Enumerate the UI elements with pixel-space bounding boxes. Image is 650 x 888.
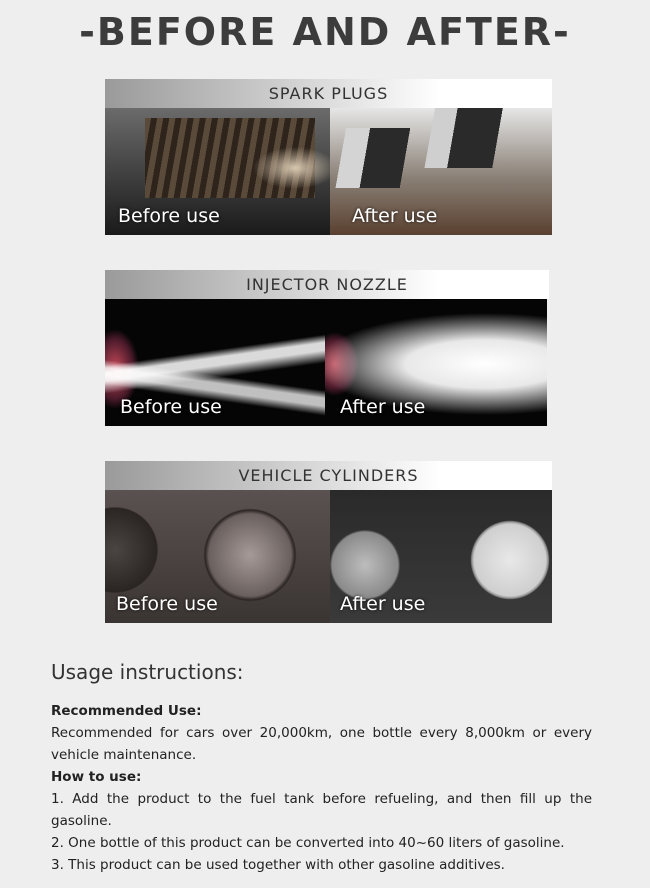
- recommended-label: Recommended Use:: [51, 703, 202, 719]
- after-label: After use: [340, 396, 426, 418]
- usage-step: 1. Add the product to the fuel tank before refueling, and then fill up the gasoline.: [51, 791, 592, 829]
- spark-plug-before-photo: [105, 108, 330, 235]
- section-spark-plugs: [105, 79, 552, 235]
- cylinder-before-photo: [105, 490, 330, 623]
- before-label: Before use: [116, 593, 218, 615]
- section-header: VEHICLE CYLINDERS: [105, 461, 552, 490]
- injector-before-photo: [105, 299, 325, 426]
- page-title: -BEFORE AND AFTER-: [79, 10, 571, 54]
- before-label: Before use: [118, 205, 220, 227]
- section-vehicle-cylinders: [105, 461, 552, 623]
- usage-title: Usage instructions:: [51, 660, 244, 684]
- usage-step: 2. One bottle of this product can be converted into 40~60 liters of gasoline.: [51, 835, 565, 851]
- after-label: After use: [340, 593, 426, 615]
- section-header: INJECTOR NOZZLE: [105, 270, 549, 299]
- section-injector-nozzle: [105, 270, 549, 426]
- cylinder-after-photo: [330, 490, 552, 623]
- how-to-use-label: How to use:: [51, 769, 142, 785]
- spark-plug-after-photo: [330, 108, 552, 235]
- before-label: Before use: [120, 396, 222, 418]
- after-label: After use: [352, 205, 438, 227]
- section-header: SPARK PLUGS: [105, 79, 552, 108]
- injector-after-photo: [325, 299, 547, 426]
- usage-instructions: [51, 660, 592, 876]
- recommended-text: Recommended for cars over 20,000km, one bottle every 8,000km or every vehicle maintenance.: [51, 725, 592, 763]
- usage-step: 3. This product can be used together with other gasoline additives.: [51, 857, 505, 873]
